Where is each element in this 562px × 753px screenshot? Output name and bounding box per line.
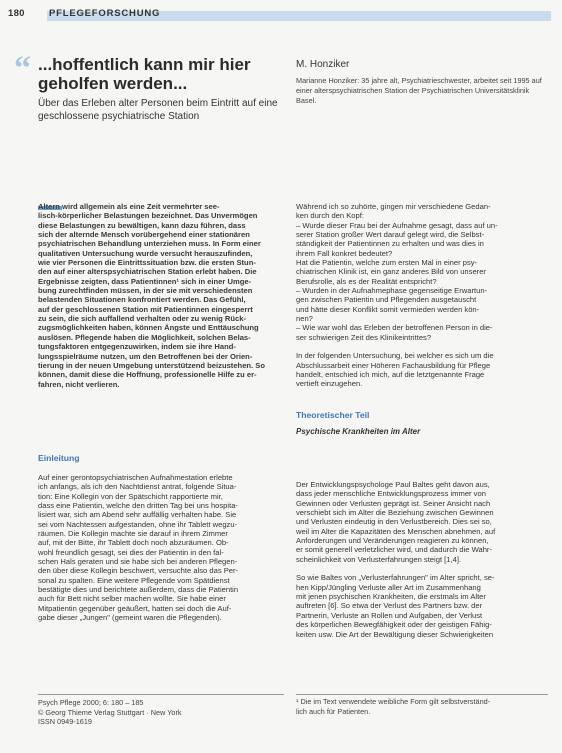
- abstract-line: sich der alternde Mensch vorübergehend einer stationären: [38, 230, 250, 240]
- abstract-line: psychiatrischen Behandlung unterziehen muss. In Form einer: [38, 239, 261, 249]
- abstract-line: zu sein, die sich auffallend verhalten oder zu wenig Rück-: [38, 314, 247, 324]
- einleitung-body: [38, 473, 284, 623]
- author-affiliation: Marianne Honziker: 35 jahre alt, Psychiatrieschwester, arbeitet seit 1995 auf einer alterspsychiatrischen Station der Psychiatrischen Universitätsklinik Basel.: [296, 76, 542, 105]
- body-line: ihrem Fall konkret bedeutet?: [296, 248, 393, 258]
- body-line: scheinlichkeit von Verlusterfahrungen steigt [1,4].: [296, 554, 462, 564]
- body-line: weil im Alter die Kapazitäten des Menschen abnehmen, auf: [296, 526, 496, 536]
- body-line: tion: Eine Kollegin von der Spätschicht rapportierte mir,: [38, 491, 223, 501]
- section-header: PFLEGEFORSCHUNG: [49, 8, 161, 19]
- body-line: sonal zu spalten. Eine weitere Pflegende vom Spätdienst: [38, 575, 230, 585]
- footnote-rule: [296, 694, 548, 695]
- body-line: des körperlichen Bewegfähigkeit oder der geistigen Fähig-: [296, 620, 492, 630]
- body-line: hen Kipp/Jüngling Verluste aller Art im Zusammenhang: [296, 582, 481, 592]
- body-line: – Wurden in der Aufnahmephase gegenseitige Erwartun-: [296, 286, 488, 296]
- abstract-line: belastenden Situationen konfrontiert werden. Das Gefühl,: [38, 295, 246, 305]
- author-name: M. Honziker: [296, 59, 350, 70]
- abstract-line: zugsmöglichkeiten haben, können Ängste und Enttäuschung: [38, 323, 259, 333]
- body-line: Während ich so zuhörte, gingen mir verschiedene Gedan-: [296, 202, 491, 211]
- copyright-line: © Georg Thieme Verlag Stuttgart · New York: [38, 707, 182, 717]
- intro-reflection: [296, 202, 548, 436]
- abstract-line: qualitativen Untersuchung wurde versucht herauszufinden,: [38, 248, 253, 258]
- body-line: sei vom Nachtessen aufgestanden, ohne ihr Tablett wegzu-: [38, 519, 238, 529]
- body-line: Der Entwicklungspsychologe Paul Baltes geht davon aus,: [296, 480, 490, 489]
- abstract-line: auslösen. Pflegende haben die Möglichkeit, solchen Belas-: [38, 332, 251, 342]
- body-line: lisiert war, sich am Abend sehr auffällig verhalten habe. Sie: [38, 510, 237, 520]
- footer-rule: [38, 694, 284, 695]
- body-line: Mitpatientin gegenüber geäußert, hatten sei doch die Auf-: [38, 603, 232, 613]
- abstract-line: können, damit diese die Hoffnung, professionelle Hilfe zu er-: [38, 370, 257, 380]
- abstract-line: diese Belastungen zu bewältigen, kann dazu führen, dass: [38, 220, 246, 230]
- abstract-line: lungsspielräume nutzen, um den Betroffenen bei der Orien-: [38, 351, 253, 361]
- body-line: – Wie war wohl das Erleben der betroffenen Person in die-: [296, 323, 493, 333]
- body-line: auch für Bett nicht selber machen wollte. Sie habe einer: [38, 594, 226, 604]
- quote-mark-icon: “: [14, 50, 31, 87]
- body-line: So wie Baltes von „Verlusterfahrungen" im Alter spricht, se-: [296, 573, 495, 583]
- body-line: ständigkeit der Patientinnen zu erhalten und was dies in: [296, 239, 484, 249]
- subsection-heading-psychische: Psychische Krankheiten im Alter: [296, 426, 421, 436]
- body-line: auftreten [6]. So etwa der Verlust des Partners bzw. der: [296, 601, 483, 611]
- body-line: bestätigte dies und berichtete außerdem, dass die Patientin: [38, 585, 239, 595]
- abstract-line: auf der geschlossenen Station mit Patientinnen eingesperrt: [38, 304, 253, 314]
- body-line: Anforderungen und Veränderungen reagieren zu können,: [296, 536, 489, 546]
- body-line: er somit generell verletzlicher wird, und dadurch die Wahr-: [296, 545, 492, 555]
- body-line: und Verlusten eindeutig in den Verlustbereich. Dies sei so,: [296, 517, 492, 527]
- body-line: auf, mit der Bitte, ihr Tablett doch noch abzuräumen. Ob-: [38, 538, 229, 548]
- abstract-line: Altern wird allgemein als eine Zeit vermehrter see-: [38, 202, 220, 211]
- theorie-body: [296, 480, 548, 639]
- abstract-line: lisch-körperlicher Belastungen bezeichnet. Das Unvermögen: [38, 211, 258, 221]
- abstract-line: wie vier Personen die Eintrittssituation bzw. die ersten Stun-: [38, 258, 256, 268]
- body-line: In der folgenden Untersuchung, bei welcher es sich um die: [296, 351, 494, 361]
- body-line: vertieft einzugehen.: [296, 379, 363, 389]
- footnote: [296, 697, 546, 716]
- body-line: serer Station großer Wert darauf gelegt wird, die Selbst-: [296, 230, 485, 240]
- body-line: gen zwischen Patientin und Pflegenden ausgetauscht: [296, 295, 477, 305]
- section-heading-einleitung: Einleitung: [38, 453, 80, 463]
- body-line: handelt, entschied ich mich, auf die letztgenannte Frage: [296, 369, 485, 379]
- citation-line: Psych Pflege 2000; 6: 180 – 185: [38, 698, 144, 707]
- body-line: mit jenen psychischen Krankheiten, die erstmals im Alter: [296, 592, 486, 602]
- abstract-line: tierung in der neuen Umgebung unterstützend beizustehen. So: [38, 360, 265, 370]
- body-line: ich anfangs, als ich den Nachtdienst antrat, folgende Situa-: [38, 482, 237, 492]
- body-line: [296, 564, 548, 573]
- page-number: 180: [8, 8, 25, 19]
- body-line: chiatrischen Klinik ist, ein ganz anderes Bild von unserer: [296, 267, 486, 277]
- footnote-line: lich auch für Patienten.: [296, 706, 371, 716]
- body-line: Gewinnen oder Verlusten geprägt ist. Seiner Ansicht nach: [296, 498, 491, 508]
- body-line: nen?: [296, 314, 313, 324]
- abstract-line: Ergebnisse zeigten, dass Patientinnen¹ sich in einer Umge-: [38, 276, 252, 286]
- article-title: ...hoffentlich kann mir hier geholfen werden...: [38, 55, 251, 93]
- body-line: schen Hals geraten und sie habe sich bei anderen Pflegen-: [38, 557, 238, 567]
- body-line: wohl freundlich gesagt, sei dies der Patientin in den fal-: [38, 547, 224, 557]
- issn-line: ISSN 0949-1619: [38, 717, 92, 726]
- abstract: [38, 202, 284, 389]
- body-line: keiten usw. Die Art der Bewältigung dieser Schwierigkeiten: [296, 629, 494, 639]
- body-line: dass eine Patientin, welche den dritten Tag bei uns hospita-: [38, 501, 238, 511]
- body-line: verschiebt sich im Alter die Beziehung zwischen Gewinnen: [296, 508, 494, 518]
- footnote-line: ¹ Die im Text verwendete weibliche Form gilt selbstverständ-: [296, 697, 491, 706]
- body-line: – Wurde dieser Frau bei der Aufnahme gesagt, dass auf un-: [296, 220, 498, 230]
- body-line: dass jeder menschliche Entwicklungsprozess immer von: [296, 489, 486, 499]
- abstract-line: bung zurechtfinden müssen, in der sie mit verschiedensten: [38, 286, 253, 296]
- abstract-line: fahren, nicht verlieren.: [38, 379, 120, 389]
- body-line: ser schwierigen Zeit des Klinikeintrittes?: [296, 332, 432, 342]
- abstract-line: tungsfaktoren entgegenzuwirken, indem sie ihre Hand-: [38, 342, 236, 352]
- body-line: gabe dieser „Jungen" (gemeint waren die Pflegenden).: [38, 613, 222, 623]
- abstract-line: den auf einer alterspsychiatrischen Station erlebt haben. Die: [38, 267, 257, 277]
- article-subtitle: Über das Erleben alter Personen beim Eintritt auf eine geschlossene psychiatrische Station: [38, 98, 278, 122]
- body-line: Hat die Patientin, welche zum ersten Mal in einer psy-: [296, 258, 478, 268]
- section-heading-theorie: Theoretischer Teil: [296, 409, 370, 420]
- body-line: Partnerin, Verluste an Rollen und Aufgaben, der Verlust: [296, 610, 483, 620]
- citation-footer: [38, 698, 182, 727]
- body-line: Auf einer gerontopsychiatrischen Aufnahmestation erlebte: [38, 473, 233, 482]
- body-line: räumen. Die Kollegin machte sie darauf in ihrem Zimmer: [38, 529, 228, 539]
- body-line: und hätte dieser Konflikt somit vermieden werden kön-: [296, 304, 480, 314]
- body-line: Berufsrolle, als es der Realität entspricht?: [296, 276, 437, 286]
- body-line: Abschlussarbeit einer Höheren Fachausbildung für Pflege: [296, 360, 491, 370]
- body-line: ken durch den Kopf:: [296, 211, 364, 221]
- body-line: den über diese Kollegin beschwert, versuchte also das Per-: [38, 566, 239, 576]
